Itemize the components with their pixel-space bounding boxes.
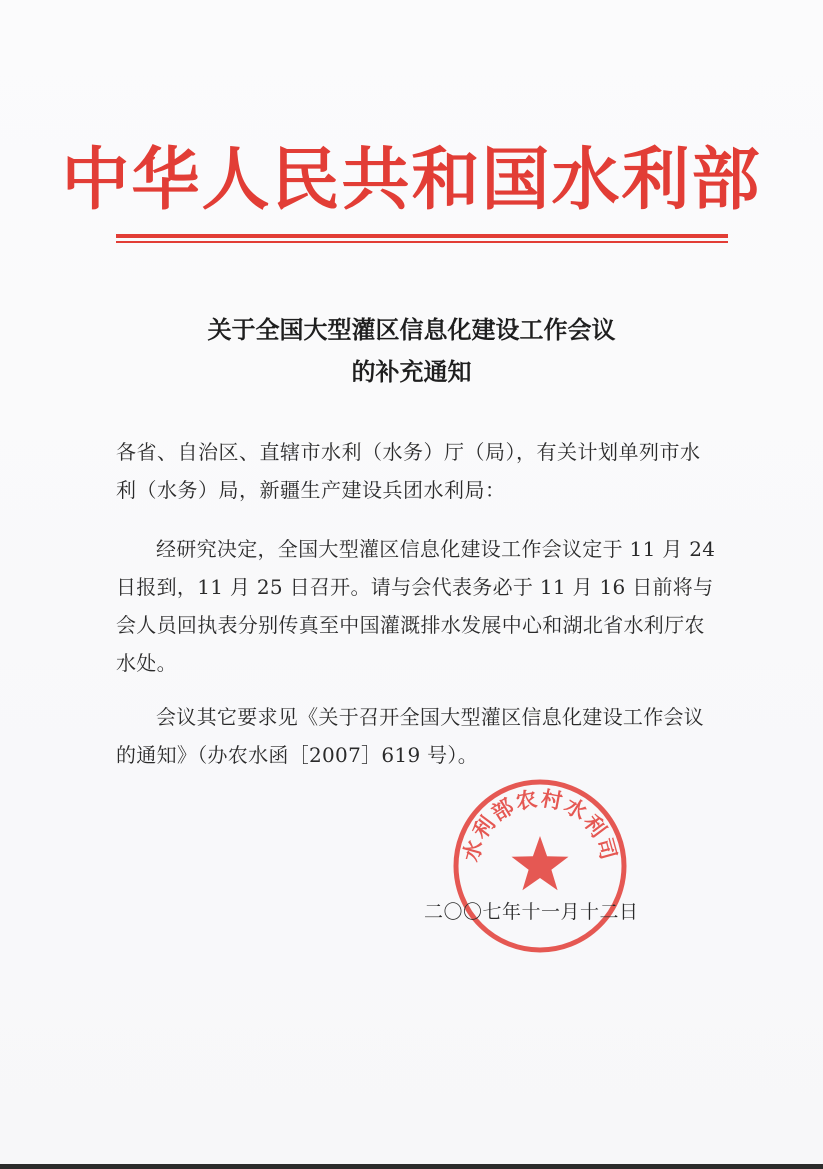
seal-text: 水利部农村水利司: [458, 786, 622, 865]
issue-date: 二〇〇七年十一月十二日: [424, 901, 639, 923]
header-red-rule-thin: [116, 241, 728, 243]
masthead-org-name: 中华人民共和国水利部: [61, 140, 762, 220]
body-paragraph-2: 会议其它要求见《关于召开全国大型灌区信息化建设工作会议的通知》（办农水函［2007］619 号）。: [116, 705, 705, 767]
document-title-line-2: 的补充通知: [351, 358, 472, 386]
body-paragraph-1: 经研究决定，全国大型灌区信息化建设工作会议定于 11 月 24 日报到，11 月 25 日召开。请与会代表务必于 11 月 16 日前将与会人员回执表分别传真至中国灌溉排水发展中心和湖北省水利厅农水处。: [116, 537, 716, 675]
scan-bottom-edge: [0, 1164, 823, 1169]
header-red-rule-thick: [116, 234, 728, 238]
salutation: 各省、自治区、直辖市水利（水务）厅（局），有关计划单列市水利（水务）局，新疆生产建设兵团水利局：: [116, 440, 701, 502]
seal-star-icon: [512, 836, 569, 890]
document-title-line-1: 关于全国大型灌区信息化建设工作会议: [207, 316, 616, 344]
